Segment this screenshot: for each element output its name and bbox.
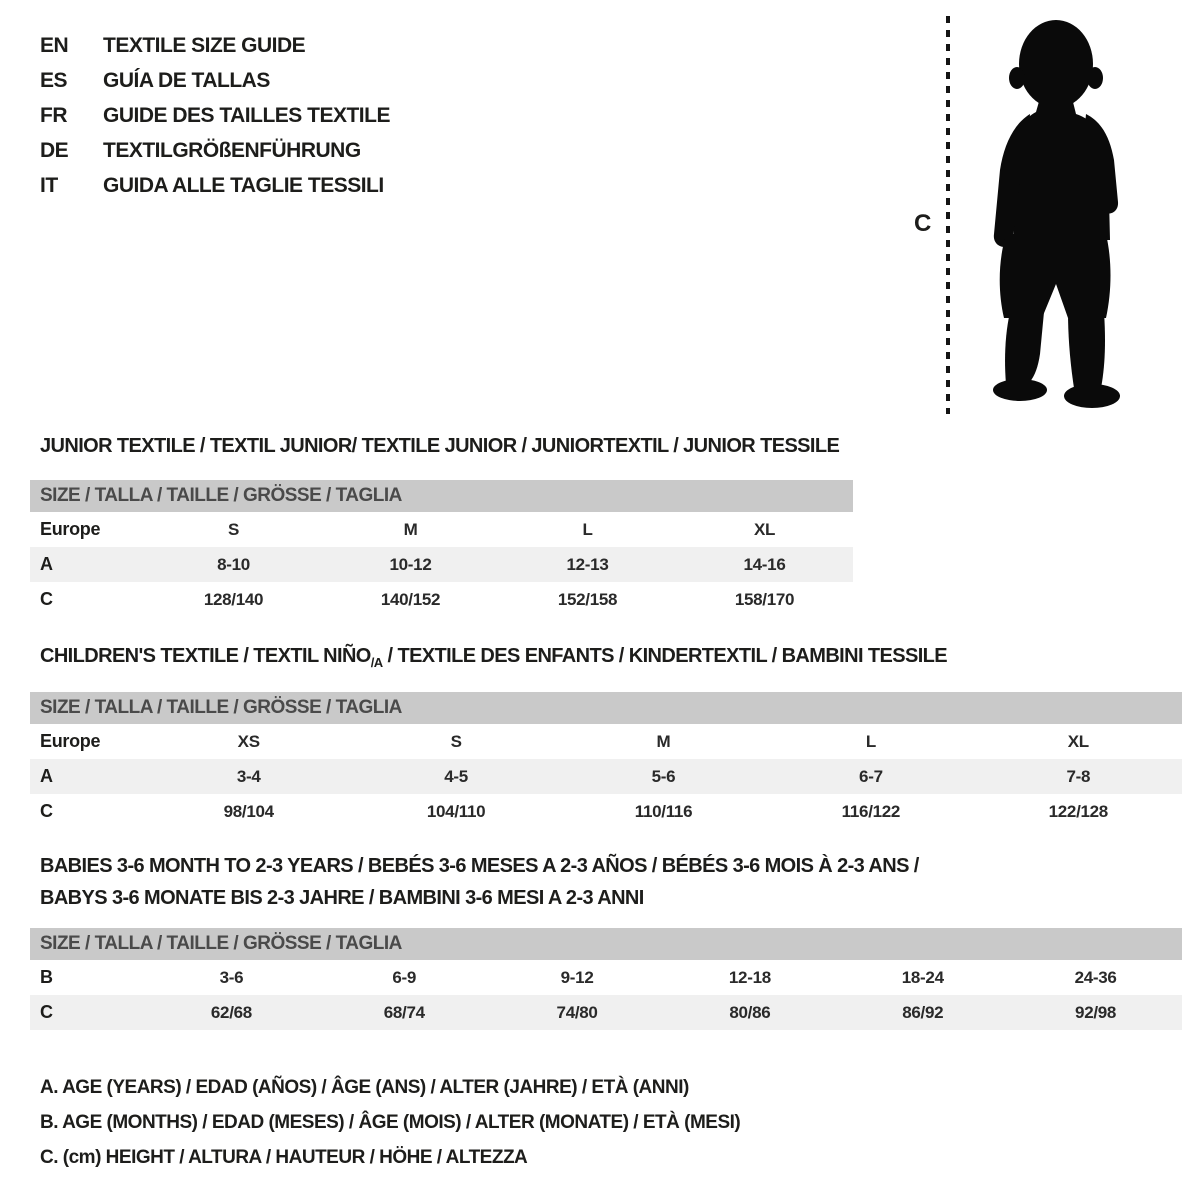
size-header-bar: SIZE / TALLA / TAILLE / GRÖSSE / TAGLIA bbox=[30, 692, 1182, 724]
size-cell: M bbox=[403, 519, 418, 539]
language-label: TEXTILGRÖßENFÜHRUNG bbox=[103, 138, 361, 162]
size-cell: 80/86 bbox=[729, 1002, 771, 1022]
size-cell: 10-12 bbox=[389, 554, 432, 574]
children-title-prefix: CHILDREN'S TEXTILE / TEXTIL NIÑO bbox=[40, 645, 371, 667]
size-cell: S bbox=[227, 519, 240, 539]
babies-size-table bbox=[30, 928, 1182, 1030]
babies-title-line1: BABIES 3-6 MONTH TO 2-3 YEARS / BEBÉS 3-6 MESES A 2-3 AÑOS / BÉBÉS 3-6 MOIS À 2-3 ANS / bbox=[40, 855, 919, 877]
size-cell: 24-36 bbox=[1074, 967, 1117, 987]
row-label: B bbox=[40, 967, 53, 987]
language-code: FR bbox=[40, 103, 67, 127]
language-label: GUIDA ALLE TAGLIE TESSILI bbox=[103, 173, 384, 197]
height-measure-label: C bbox=[914, 210, 932, 237]
language-row bbox=[40, 98, 390, 133]
legend-line-b: B. AGE (MONTHS) / EDAD (MESES) / ÂGE (MOIS) / ALTER (MONATE) / ETÀ (MESI) bbox=[40, 1112, 741, 1133]
table-row bbox=[30, 512, 853, 547]
babies-title-line2: BABYS 3-6 MONATE BIS 2-3 JAHRE / BAMBINI 3-6 MESI A 2-3 ANNI bbox=[40, 887, 644, 909]
section-title-junior: JUNIOR TEXTILE / TEXTIL JUNIOR/ TEXTILE JUNIOR / JUNIORTEXTIL / JUNIOR TESSILE bbox=[40, 435, 840, 457]
size-cell: 4-5 bbox=[444, 766, 468, 786]
size-cell: 3-6 bbox=[219, 967, 244, 987]
children-size-table bbox=[30, 692, 1182, 829]
language-label: TEXTILE SIZE GUIDE bbox=[103, 33, 306, 57]
size-cell: 122/128 bbox=[1048, 801, 1108, 821]
size-cell: XL bbox=[1067, 731, 1089, 751]
size-cell: 3-4 bbox=[236, 766, 261, 786]
size-cell: 128/140 bbox=[203, 589, 264, 609]
measure-legend bbox=[40, 1070, 740, 1175]
legend-line-a: A. AGE (YEARS) / EDAD (AÑOS) / ÂGE (ANS) / ALTER (JAHRE) / ETÀ (ANNI) bbox=[40, 1077, 689, 1098]
size-cell: XL bbox=[753, 519, 776, 539]
language-row bbox=[40, 168, 390, 203]
size-cell: 86/92 bbox=[902, 1002, 944, 1022]
size-cell: 140/152 bbox=[380, 589, 441, 609]
size-cell: 98/104 bbox=[223, 801, 274, 821]
baby-silhouette-icon bbox=[968, 12, 1138, 412]
baby-figure bbox=[900, 8, 1170, 420]
section-title-children bbox=[40, 645, 947, 670]
row-label: A bbox=[40, 554, 53, 574]
row-label: Europe bbox=[40, 519, 101, 539]
language-code: IT bbox=[40, 173, 58, 197]
language-title-list bbox=[40, 28, 390, 203]
size-cell: 12-13 bbox=[566, 554, 609, 574]
size-cell: XS bbox=[237, 731, 260, 751]
language-code: ES bbox=[40, 68, 68, 92]
table-row bbox=[30, 582, 853, 617]
size-cell: 104/110 bbox=[426, 801, 486, 821]
size-cell: 9-12 bbox=[560, 967, 594, 987]
language-row bbox=[40, 28, 390, 63]
row-label: C bbox=[40, 801, 53, 821]
language-code: EN bbox=[40, 33, 69, 57]
table-row bbox=[30, 547, 853, 582]
language-code: DE bbox=[40, 138, 69, 162]
language-label: GUIDE DES TAILLES TEXTILE bbox=[103, 103, 390, 127]
size-cell: 116/122 bbox=[841, 801, 901, 821]
row-label: A bbox=[40, 766, 53, 786]
size-cell: 152/158 bbox=[557, 589, 618, 609]
size-header-bar: SIZE / TALLA / TAILLE / GRÖSSE / TAGLIA bbox=[30, 928, 1182, 960]
size-cell: 14-16 bbox=[743, 554, 786, 574]
table-row bbox=[30, 724, 1182, 759]
children-title-suffix: / TEXTILE DES ENFANTS / KINDERTEXTIL / BAMBINI TESSILE bbox=[382, 645, 948, 667]
language-row bbox=[40, 63, 390, 98]
size-cell: 62/68 bbox=[210, 1002, 252, 1022]
section-title-babies bbox=[40, 850, 919, 914]
size-cell: 8-10 bbox=[217, 554, 250, 574]
row-label: C bbox=[40, 1002, 53, 1022]
legend-line-c: C. (cm) HEIGHT / ALTURA / HAUTEUR / HÖHE / ALTEZZA bbox=[40, 1147, 528, 1168]
language-label: GUÍA DE TALLAS bbox=[103, 68, 270, 92]
row-label: Europe bbox=[40, 731, 101, 751]
size-cell: L bbox=[582, 519, 593, 539]
table-row bbox=[30, 960, 1182, 995]
size-cell: 6-9 bbox=[392, 967, 417, 987]
size-cell: M bbox=[656, 731, 671, 751]
size-cell: S bbox=[450, 731, 462, 751]
junior-size-table bbox=[30, 480, 853, 617]
size-cell: 74/80 bbox=[556, 1002, 598, 1022]
children-title-subscript: /A bbox=[370, 655, 383, 670]
table-row bbox=[30, 995, 1182, 1030]
size-cell: 7-8 bbox=[1066, 766, 1091, 786]
size-cell: 6-7 bbox=[859, 766, 883, 786]
row-label: C bbox=[40, 589, 53, 609]
size-cell: 158/170 bbox=[734, 589, 795, 609]
size-cell: L bbox=[865, 731, 876, 751]
table-row bbox=[30, 794, 1182, 829]
size-cell: 110/116 bbox=[634, 801, 693, 821]
height-measure-line bbox=[946, 16, 950, 414]
size-cell: 12-18 bbox=[728, 967, 771, 987]
language-row bbox=[40, 133, 390, 168]
size-cell: 92/98 bbox=[1075, 1002, 1117, 1022]
size-cell: 68/74 bbox=[383, 1002, 425, 1022]
size-header-bar: SIZE / TALLA / TAILLE / GRÖSSE / TAGLIA bbox=[30, 480, 853, 512]
table-row bbox=[30, 759, 1182, 794]
size-cell: 18-24 bbox=[901, 967, 944, 987]
size-cell: 5-6 bbox=[651, 766, 676, 786]
